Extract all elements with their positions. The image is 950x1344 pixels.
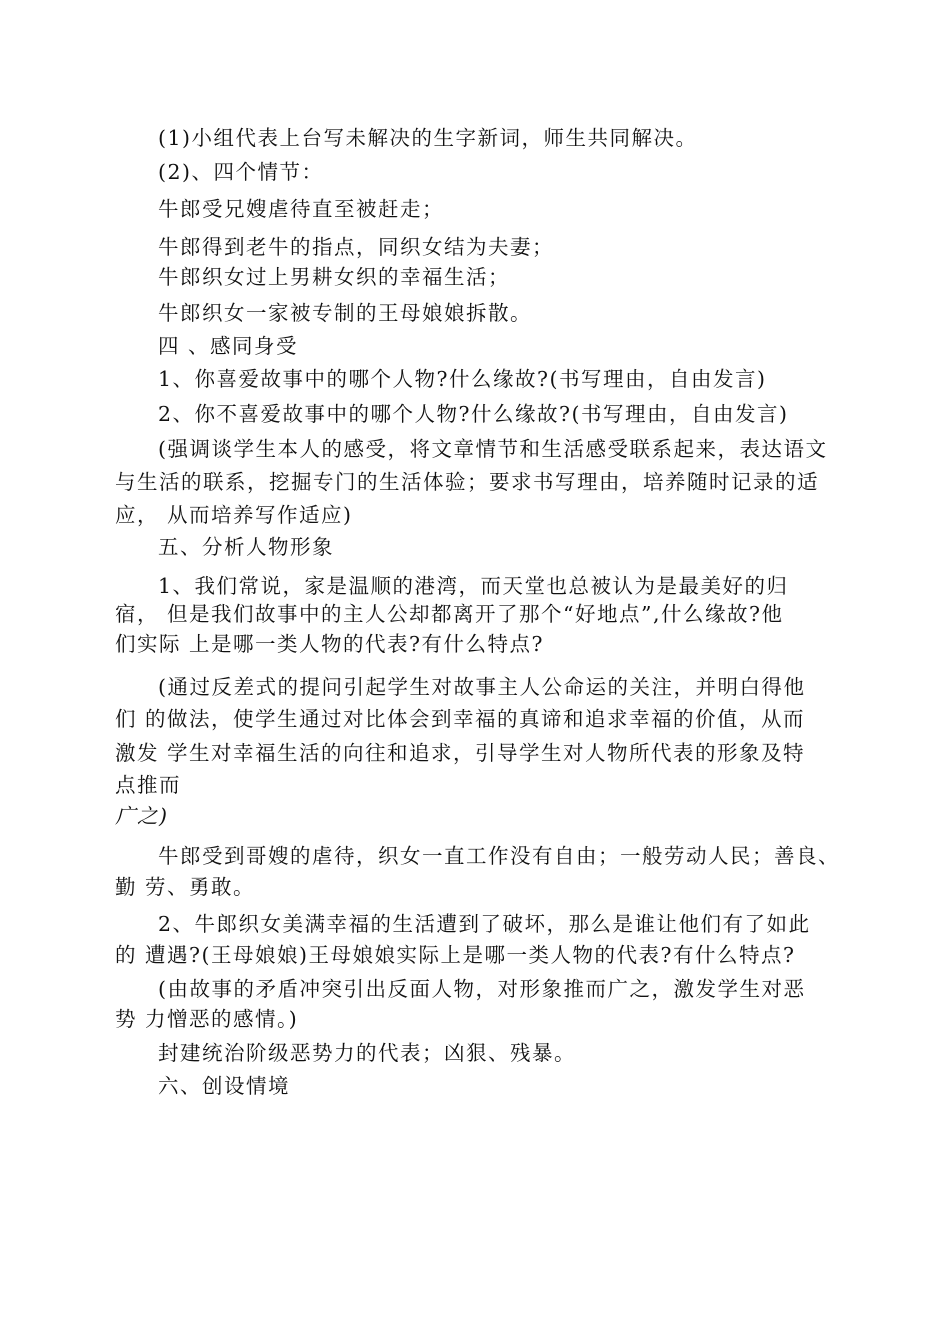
text-line-26: (由故事的矛盾冲突引出反面人物，对形象推而广之，激发学生对恶	[158, 977, 806, 1001]
text-line-3: 牛郎受兄嫂虐待直至被赶走；	[158, 197, 444, 221]
text-line-23: 勤 劳、勇敢。	[115, 875, 256, 899]
text-line-25: 的 遭遇?(王母娘娘)王母娘娘实际上是哪一类人物的代表?有什么特点?	[115, 943, 796, 967]
text-line-4: 牛郎得到老牛的指点，同织女结为夫妻；	[158, 235, 554, 259]
section-heading-5: 五、分析人物形象	[158, 535, 334, 559]
text-line-6: 牛郎织女一家被专制的王母娘娘拆散。	[158, 301, 532, 325]
text-line-20: 点推而	[115, 773, 181, 797]
text-line-5: 牛郎织女过上男耕女织的幸福生活；	[158, 265, 510, 289]
text-line-28: 封建统治阶级恶势力的代表；凶狠、残暴。	[158, 1041, 576, 1065]
text-line-12: 应， 从而培养写作适应)	[115, 503, 353, 527]
text-line-1: (1)小组代表上台写未解决的生字新词，师生共同解决。	[158, 126, 698, 150]
text-line-14: 1、我们常说，家是温顺的港湾，而天堂也总被认为是最美好的归	[158, 574, 789, 598]
text-line-24: 2、牛郎织女美满幸福的生活遭到了破坏，那么是谁让他们有了如此	[158, 912, 811, 936]
section-heading-4: 四 、感同身受	[158, 334, 299, 358]
text-line-21: 广之)	[115, 804, 169, 828]
text-line-2: (2)、四个情节：	[158, 160, 324, 184]
text-line-19: 激发 学生对幸福生活的向往和追求，引导学生对人物所代表的形象及特	[115, 741, 806, 765]
text-line-10: (强调谈学生本人的感受，将文章情节和生活感受联系起来，表达语文	[158, 437, 828, 461]
text-line-18: 们 的做法，使学生通过对比体会到幸福的真谛和追求幸福的价值，从而	[115, 707, 806, 731]
text-line-16: 们实际 上是哪一类人物的代表?有什么特点?	[115, 632, 544, 656]
text-line-9: 2、你不喜爱故事中的哪个人物?什么缘故?(书写理由，自由发言)	[158, 402, 789, 426]
text-line-22: 牛郎受到哥嫂的虐待，织女一直工作没有自由；一般劳动人民；善良、	[158, 844, 840, 868]
text-line-27: 势 力憎恶的感情。)	[115, 1007, 299, 1031]
text-line-15: 宿， 但是我们故事中的主人公却都离开了那个“好地点”,什么缘故?他	[115, 602, 784, 626]
text-line-17: (通过反差式的提问引起学生对故事主人公命运的关注，并明白得他	[158, 675, 806, 699]
text-line-11: 与生活的联系，挖掘专门的生活体验；要求书写理由，培养随时记录的适	[115, 470, 819, 494]
section-heading-6: 六、创设情境	[158, 1074, 290, 1098]
text-line-8: 1、你喜爱故事中的哪个人物?什么缘故?(书写理由，自由发言)	[158, 367, 767, 391]
